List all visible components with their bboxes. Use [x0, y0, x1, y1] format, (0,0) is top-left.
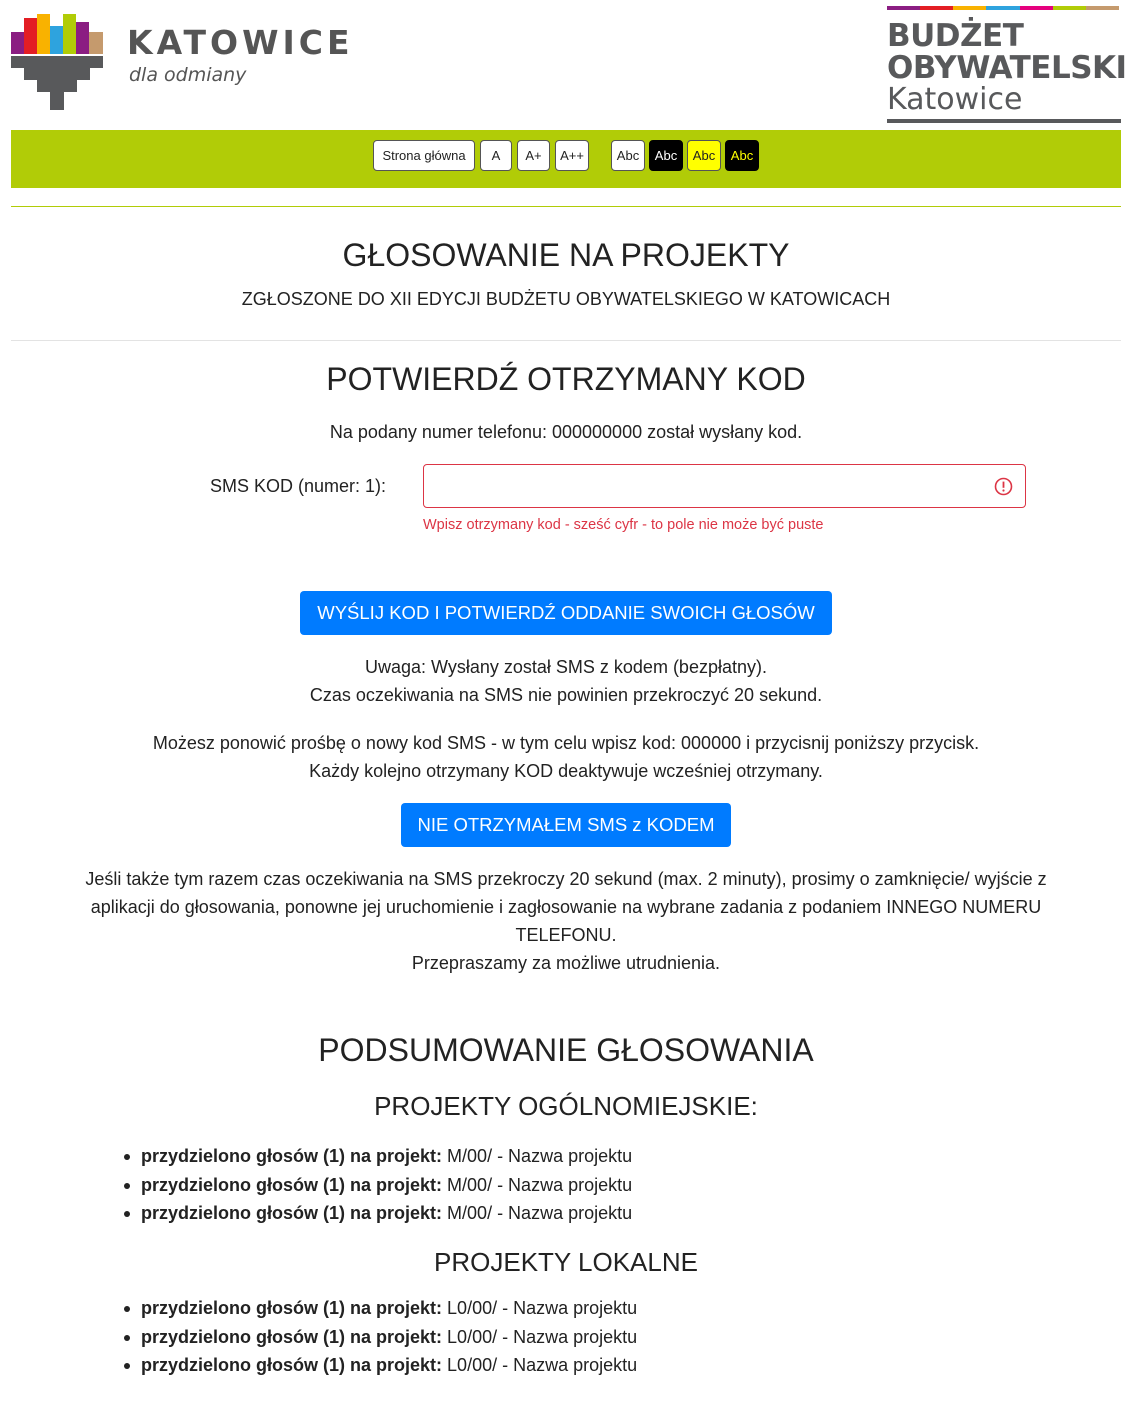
- home-button[interactable]: Strona główna: [373, 140, 475, 171]
- katowice-tagline: dla odmiany: [129, 64, 247, 86]
- vote-prefix: przydzielono głosów (1) na projekt:: [141, 1298, 443, 1318]
- local-projects-heading: PROJEKTY LOKALNE: [434, 1247, 698, 1277]
- font-size-large-button[interactable]: A+: [517, 140, 550, 171]
- logo-underline: [887, 119, 1121, 123]
- project-name: M/00/ - Nazwa projektu: [447, 1146, 633, 1166]
- city-projects-heading: PROJEKTY OGÓLNOMIEJSKIE:: [374, 1091, 758, 1121]
- vote-prefix: przydzielono głosów (1) na projekt:: [141, 1355, 443, 1375]
- katowice-wordmark: [127, 24, 354, 86]
- divider: [11, 206, 1121, 207]
- project-name: M/00/ - Nazwa projektu: [447, 1174, 633, 1195]
- confirm-code-heading: POTWIERDŹ OTRZYMANY KOD: [326, 361, 806, 397]
- logo-line-katowice: Katowice: [887, 82, 1023, 117]
- list-item: [124, 1171, 632, 1200]
- accessibility-toolbar: [11, 130, 1121, 188]
- font-size-normal-button[interactable]: A: [480, 140, 512, 171]
- sms-note-line: Uwaga: Wysłany został SMS z kodem (bezpłatny).: [365, 657, 767, 677]
- page-subtitle: ZGŁOSZONE DO XII EDYCJI BUDŻETU OBYWATELSKIEGO W KATOWICACH: [241, 289, 891, 309]
- contrast-yellow-button[interactable]: Abc: [687, 140, 721, 171]
- budzet-obywatelski-logo[interactable]: [887, 6, 1127, 122]
- apology-text: Przepraszamy za możliwe utrudnienia.: [411, 953, 721, 973]
- list-item: [124, 1199, 632, 1228]
- vote-prefix: przydzielono głosów (1) na projekt:: [141, 1326, 443, 1347]
- list-item: [124, 1351, 637, 1380]
- page-title: GŁOSOWANIE NA PROJEKTY: [342, 237, 790, 273]
- list-item: [124, 1294, 637, 1323]
- contrast-black-yellow-button[interactable]: Abc: [725, 140, 759, 171]
- voting-summary-heading: PODSUMOWANIE GŁOSOWANIA: [318, 1032, 814, 1068]
- code-sent-info: Na podany numer telefonu: 000000000 został wysłany kod.: [329, 422, 803, 442]
- project-name: L0/00/ - Nazwa projektu: [447, 1355, 638, 1375]
- vote-prefix: przydzielono głosów (1) na projekt:: [141, 1146, 443, 1166]
- no-sms-received-button[interactable]: NIE OTRZYMAŁEM SMS z KODEM: [401, 803, 731, 847]
- sms-note-line: Czas oczekiwania na SMS nie powinien przekroczyć 20 sekund.: [309, 685, 823, 705]
- katowice-logo-icon: [11, 14, 103, 110]
- list-item: [124, 1142, 632, 1171]
- retry-instructions-text: Jeśli także tym razem czas oczekiwania na SMS przekroczy 20 sekund (max. 2 minuty), prosimy o zamknięcie/ wyjście z aplikacji do głosowania, ponowne jej uruchomienie i zagłosowanie na wybrane zadania z podaniem INNEGO NUMERU TELEFONU.: [85, 869, 1047, 945]
- sms-note: [11, 653, 1121, 709]
- renew-info-line: Możesz ponowić prośbę o nowy kod SMS - w tym celu wpisz kod: 000000 i przycisnij poniższy przycisk.: [152, 733, 980, 753]
- katowice-name: KATOWICE: [127, 23, 354, 62]
- renew-info-line: Każdy kolejno otrzymany KOD deaktywuje wcześniej otrzymany.: [309, 761, 823, 781]
- vote-prefix: przydzielono głosów (1) na projekt:: [141, 1174, 443, 1195]
- project-name: L0/00/ - Nazwa projektu: [447, 1326, 638, 1347]
- vote-prefix: przydzielono głosów (1) na projekt:: [141, 1203, 443, 1223]
- logo-line-budzet: BUDŻET: [887, 18, 1024, 54]
- local-projects-list: [124, 1294, 637, 1380]
- city-projects-list: [124, 1142, 632, 1228]
- sms-code-error-message: Wpisz otrzymany kod - sześć cyfr - to pole nie może być puste: [423, 517, 824, 533]
- project-name: L0/00/ - Nazwa projektu: [447, 1298, 638, 1318]
- list-item: [124, 1323, 637, 1352]
- sms-code-input[interactable]: [423, 464, 1026, 508]
- logo-line-obywatelski: OBYWATELSKI: [887, 50, 1127, 86]
- project-name: M/00/ - Nazwa projektu: [447, 1203, 633, 1223]
- contrast-default-button[interactable]: Abc: [611, 140, 645, 171]
- exclamation-circle-icon: [994, 477, 1013, 496]
- header: [0, 0, 1129, 130]
- contrast-black-button[interactable]: Abc: [649, 140, 683, 171]
- divider: [11, 340, 1121, 341]
- sms-code-label: SMS KOD (numer: 1):: [210, 476, 387, 496]
- retry-instructions: [11, 865, 1121, 977]
- font-size-xlarge-button[interactable]: A++: [555, 140, 589, 171]
- submit-code-button[interactable]: WYŚLIJ KOD I POTWIERDŹ ODDANIE SWOICH GŁOSÓW: [300, 591, 832, 635]
- renew-code-info: [11, 729, 1121, 785]
- brand-stripe: [887, 6, 1119, 10]
